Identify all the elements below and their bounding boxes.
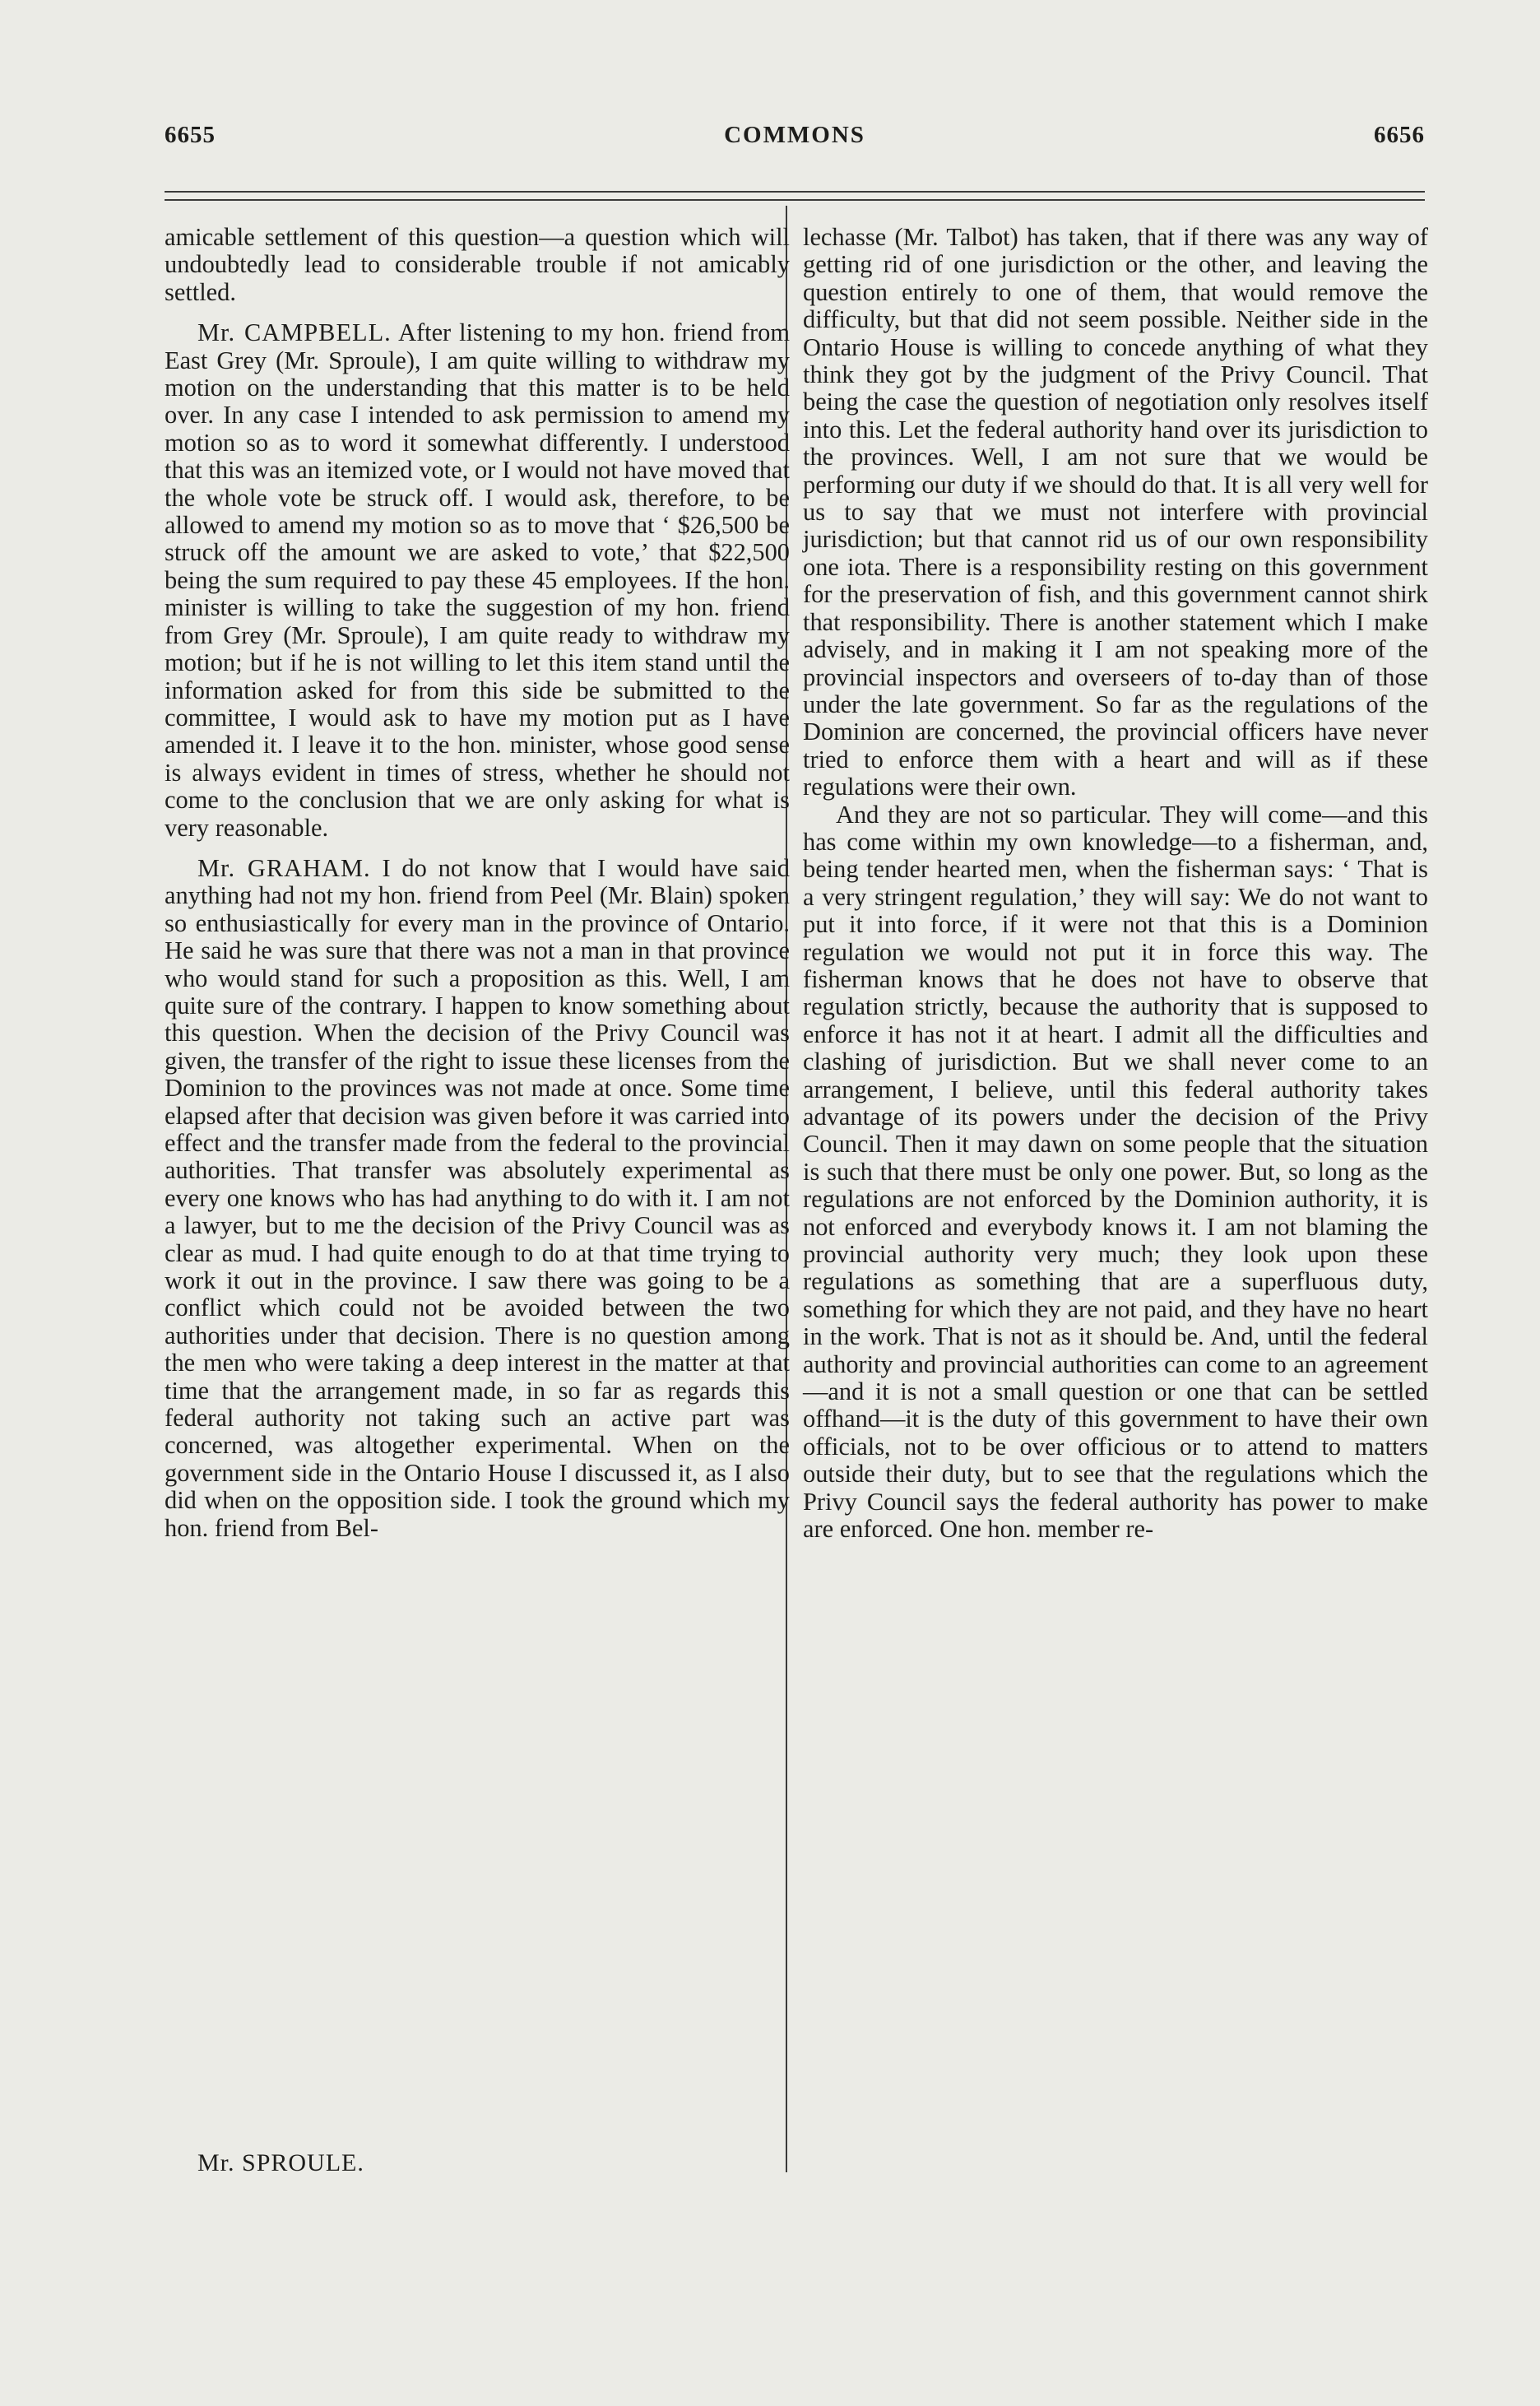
left-column: [165, 224, 790, 1542]
running-speaker-name: Mr. SPROULE.: [197, 2149, 364, 2176]
header-rule-top: [165, 191, 1425, 193]
paragraph-text: lechasse (Mr. Talbot) has taken, that if there was any way of getting rid of one jurisdiction or the other, and leaving the question entirely to one of them, that would remove the difficulty, but that did not seem possible. Neither side in the Ontario House is willing to concede anything of what they think they got by the judgment of the Privy Council. That being the case the question of negotiation only resolves itself into this. Let the federal authority hand over its jurisdiction to the provinces. Well, I am not sure that we would be performing our duty if we should do that. It is all very well for us to say that we must not interfere with provincial jurisdiction; but that cannot rid us of our own responsibility one iota. There is a responsibility resting on this government for the preservation of fish, and this government cannot shirk that responsibility. There is another statement which I make advisely, and in making it I am not speaking more of the provincial inspectors and overseers of to-day than of those under the late government. So far as the regulations of the Dominion are concerned, the provincial officers have never tried to enforce them with a heart and will as if these regulations were their own.: [803, 223, 1428, 801]
page-number-left: 6655: [165, 122, 216, 148]
paragraph: [803, 801, 1428, 1544]
speaker-name: Mr. GRAHAM.: [197, 853, 371, 882]
paragraph: [165, 224, 790, 306]
paragraph: [165, 319, 790, 842]
running-title: COMMONS: [724, 122, 865, 148]
speaker-name: Mr. CAMPBELL.: [197, 318, 392, 347]
right-column: [803, 224, 1428, 1544]
paragraph-text: I do not know that I would have said anything had not my hon. friend from Peel (Mr. Blain) spoken so enthusiastically for every man in the province of Ontario. He said he was sure that there was not a man in that province who would stand for such a proposition as this. Well, I am quite sure of the contrary. I happen to know something about this question. When the decision of the Privy Council was given, the transfer of the right to issue these licenses from the Dominion to the provinces was not made at once. Some time elapsed after that decision was given before it was carried into effect and the transfer made from the federal to the provincial authorities. That transfer was absolutely experimental as every one knows who has had anything to do with it. I am not a lawyer, but to me the decision of the Privy Council was as clear as mud. I had quite enough to do at that time trying to work it out in the province. I saw there was going to be a conflict which could not be avoided between the two authorities under that decision. There is no question among the men who were taking a deep interest in the matter at that time that the arrangement made, in so far as regards this federal authority not taking such an active part was concerned, was altogether experimental. When on the government side in the Ontario House I discussed it, as I also did when on the opposition side. I took the ground which my hon. friend from Bel-: [165, 853, 791, 1542]
page-header: [165, 122, 1425, 158]
paragraph-text: And they are not so particular. They will come—and this has come within my own knowledge—to a fisherman, and, being tender hearted men, when the fisherman says: ‘ That is a very stringent regulation,’ they will say: We do not want to put it into force, if it were not that this is a Dominion regulation we would not put it in force this way. The fisherman knows that he does not have to observe that regulation strictly, because the authority that is supposed to enforce it has not it at heart. I admit all the difficulties and clashing of jurisdiction. But we shall never come to an arrangement, I believe, until this federal authority takes advantage of its powers under the decision of the Privy Council. Then it may dawn on some people that the situation is such that there must be only one power. But, so long as the regulations are not enforced by the Dominion authority, it is not enforced and everybody knows it. I am not blaming the provincial authority very much; they look upon these regulations as something that are a superfluous duty, something for which they are not paid, and they have no heart in the work. That is not as it should be. And, until the federal authority and provincial authorities can come to an agreement—and it is not a small question or one that can be settled offhand—it is the duty of this government to have their own officials, not to be over officious or to attend to matters outside their duty, but to see that the regulations which the Privy Council says the federal authority has power to make are enforced. One hon. member re-: [803, 800, 1428, 1544]
paragraph: [165, 855, 790, 1542]
page-number-right: 6656: [1374, 122, 1425, 148]
paragraph-text: amicable settlement of this question—a question which will undoubtedly lead to considerable trouble if not amicably settled.: [165, 223, 790, 306]
header-rule-bottom: [165, 199, 1425, 201]
paragraph-text: After listening to my hon. friend from East Grey (Mr. Sproule), I am quite willing to withdraw my motion on the understanding that this matter is to be held over. In any case I intended to ask permission to amend my motion so as to word it somewhat differently. I understood that this was an itemized vote, or I would not have moved that the whole vote be struck off. I would ask, therefore, to be allowed to amend my motion so as to move that ‘ $26,500 be struck off the amount we are asked to vote,’ that $22,500 being the sum required to pay these 45 employees. If the hon. minister is willing to take the suggestion of my hon. friend from Grey (Mr. Sproule), I am quite ready to withdraw my motion; but if he is not willing to let this item stand until the information asked for from this side be submitted to the committee, I would ask to have my motion put as I have amended it. I leave it to the hon. minister, whose good sense is always evident in times of stress, whether he should not come to the conclusion that we are only asking for what is very reasonable.: [165, 318, 791, 842]
paragraph: [803, 224, 1428, 801]
